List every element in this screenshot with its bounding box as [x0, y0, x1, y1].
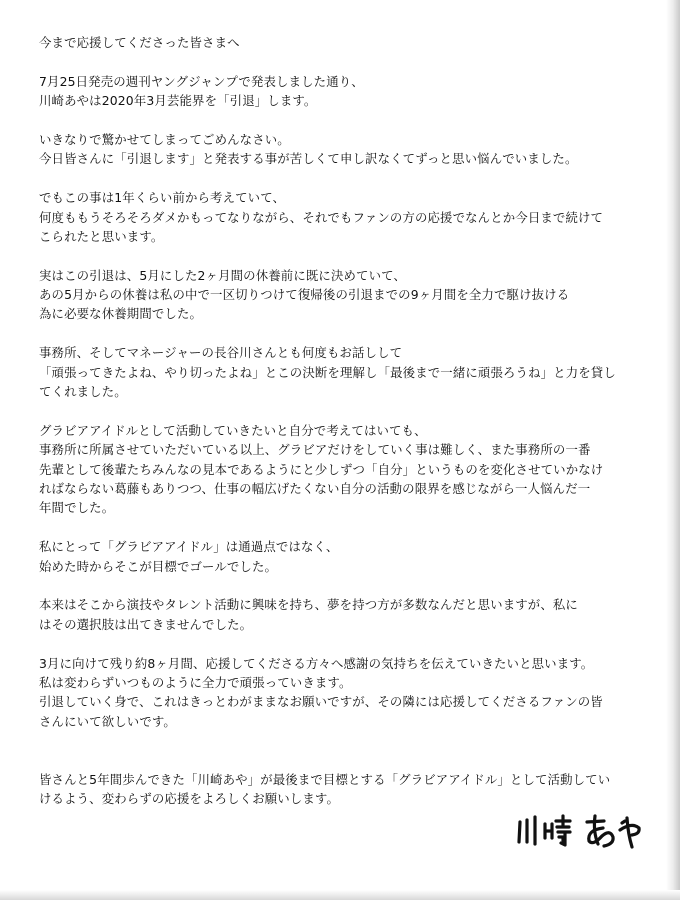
paragraph-line: 川崎あやは2020年3月芸能界を「引退」します。: [39, 93, 317, 109]
paragraph-line: 始めた時からそこが目標でゴールでした。: [39, 558, 278, 574]
paragraph-8: [39, 595, 639, 634]
paragraph-line: てくれました。: [39, 384, 127, 400]
paragraph-line: こられたと思います。: [39, 228, 164, 244]
page-edge-shadow: [666, 0, 680, 900]
paragraph-3: [39, 188, 639, 246]
paragraph-line: 私にとって「グラビアアイドル」は通過点ではなく、: [39, 539, 339, 555]
paragraph-line: 7月25日発売の週刊ヤングジャンプで発表しました通り、: [39, 73, 364, 89]
paragraph-line: はその選択肢は出てきませんでした。: [39, 616, 253, 632]
paragraph-line: 為に必要な休養期間でした。: [39, 306, 203, 322]
salutation: 今まで応援してくださった皆さまへ: [39, 35, 240, 50]
paragraph-line: 今日皆さんに「引退します」と発表する事が苦しくて申し訳なくてずっと思い悩んでいました。: [39, 151, 578, 167]
paragraph-5: [39, 343, 639, 401]
paragraph-line: 事務所に所属させていただいている以上、グラビアだけをしていく事は難しく、また事務所の一番: [39, 442, 591, 458]
paragraph-2: [39, 130, 639, 169]
paragraph-line: 私は変わらずいつものように全力で頑張っていきます。: [39, 674, 352, 690]
paragraph-line: 「頑張ってきたよね、やり切ったよね」とこの決断を理解し「最後まで一緒に頑張ろうね」と力を貸し: [39, 364, 616, 380]
paragraph-line: 年間でした。: [39, 500, 115, 516]
paragraph-line: 何度ももうそろそろダメかもってなりながら、それでもファンの方の応援でなんとか今日まで続けて: [39, 209, 604, 225]
paragraph-line: 引退していく身で、これはきっとわがままなお願いですが、その隣には応援してくださるファンの皆: [39, 694, 603, 710]
letter-body: [39, 33, 639, 809]
paragraph-line: いきなりで驚かせてしまってごめんなさい。: [39, 131, 290, 147]
paragraph-line: けるよう、変わらずの応援をよろしくお願いします。: [39, 791, 339, 807]
paragraph-1: [39, 72, 639, 111]
paragraph-7: [39, 537, 639, 576]
paragraph-line: 事務所、そしてマネージャーの長谷川さんとも何度もお話しして: [39, 345, 403, 361]
paragraph-line: さんにいて欲しいです。: [39, 713, 176, 729]
closing-paragraph: [39, 770, 639, 809]
paragraph-line: ればならない葛藤もありつつ、仕事の幅広げたくない自分の活動の限界を感じながら一人悩んだ一: [39, 480, 591, 496]
paragraph-line: グラビアアイドルとして活動していきたいと自分で考えてはいても、: [39, 422, 427, 438]
paragraph-line: 先輩として後輩たちみんなの見本であるようにと少しずつ「自分」というものを変化させていかなけ: [39, 461, 604, 477]
paragraph-line: 3月に向けて残り約8ヶ月間、応援してくださる方々へ感謝の気持ちを伝えていきたいと思います。: [39, 655, 594, 671]
paragraph-6: [39, 421, 639, 518]
page-bottom-shadow: [0, 890, 680, 900]
paragraph-4: [39, 266, 639, 324]
paragraph-9: [39, 654, 639, 732]
paragraph-line: あの5月からの休養は私の中で一区切りつけて復帰後の引退までの9ヶ月間を全力で駆け抜ける: [39, 287, 570, 303]
paragraph-line: 皆さんと5年間歩んできた「川崎あや」が最後まで目標とする「グラビアアイドル」として活動してい: [39, 771, 611, 787]
paragraph-line: 本来はそこから演技やタレント活動に興味を持ち、夢を持つ方が多数なんだと思いますが、私に: [39, 597, 578, 613]
handwritten-signature: [514, 808, 644, 860]
paragraph-line: でもこの事は1年くらい前から考えていて、: [39, 190, 286, 206]
paragraph-line: 実はこの引退は、5月にした2ヶ月間の休養前に既に決めていて、: [39, 267, 406, 283]
